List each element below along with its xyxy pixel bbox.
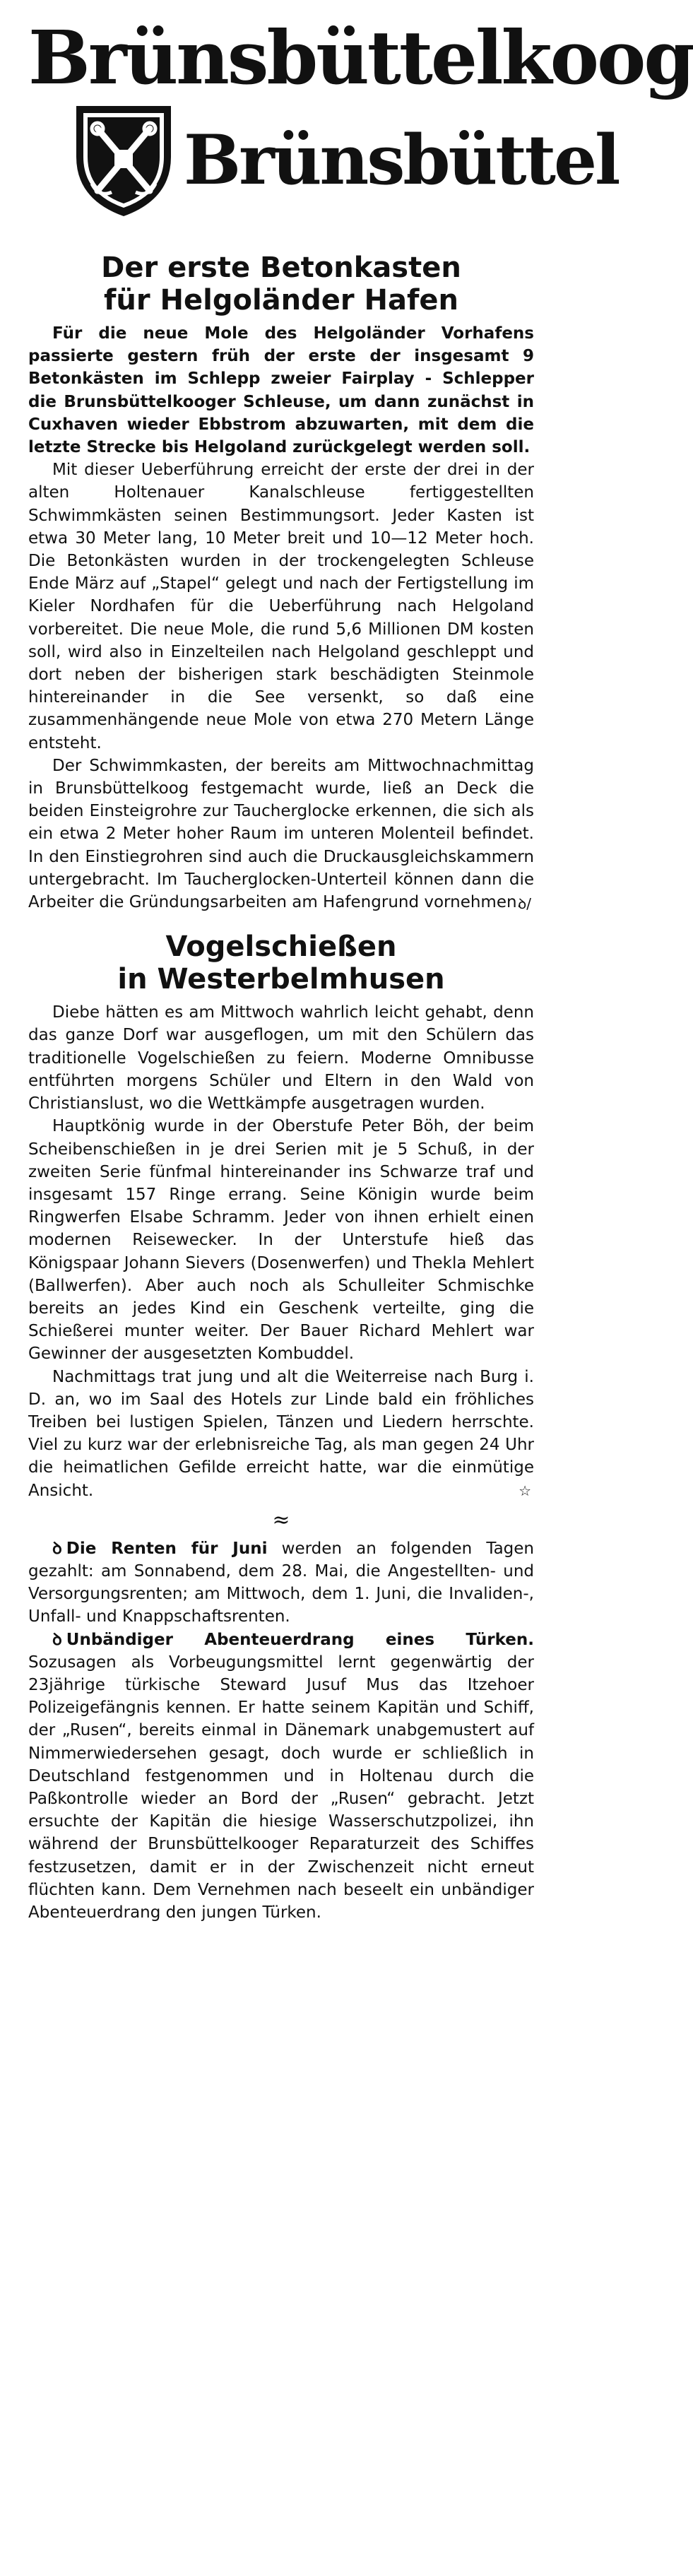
news-brief [28,1629,534,1925]
article-lead: Für die neue Mole des Helgoländer Vorhafens passierte gestern früh der erste der insgesamt 9 Betonkästen im Schlepp zweier Fairplay - Schlepper die Brunsbüttelkooger Schleuse, um dann zunächst in Cuxhaven wieder Ebbstrom abzuwarten, mit dem die letzte Strecke bis Helgoland zurückgelegt werden soll. [28,324,534,457]
masthead-title-top: Brünsbüttelkoog [28,14,693,101]
article-paragraph: Mit dieser Ueberführung erreicht der erste der drei in der alten Holtenauer Kanalschleuse fertiggestellten Schwimmkästen seinen Bestimmungsort. Jeder Kasten ist etwa 30 Meter lang, 10 Meter breit und 10—12 Meter hoch. Die Betonkästen wurden in der trockengelegten Schleuse Ende März auf „Stapel“ gelegt und nach der Fertigstellung im Kieler Nordhafen für die Ueberführung nach Helgoland vorbereitet. Die neue Mole, die rund 5,6 Millionen DM kosten soll, wird also in Einzelteilen nach Helgoland geschleppt und dort neben der bisherigen stark beschädigten Steinmole hintereinander in die See versenkt, so daß eine zusammenhängende neue Mole von etwa 270 Metern Länge entsteht. [28,461,534,752]
article-paragraph: Der Schwimmkasten, der bereits am Mittwochnachmittag in Brunsbüttelkoog festgemacht wurde, ließ an Deck die beiden Einsteigrohre zur Taucherglocke erkennen, die sich als ein etwa 2 Meter hoher Raum im unteren Molenteil befindet. In den Einstiegrohren sind auch die Druckausgleichskammern untergebracht. Im Taucherglocken-Unterteil können dann die Arbeiter die Gründungsarbeiten am Hafengrund vornehmen. [28,756,534,912]
article-headline [28,252,534,317]
article-vogelschiessen [28,930,534,1503]
article-paragraph: Hauptkönig wurde in der Oberstufe Peter Böh, der beim Scheibenschießen in je drei Serien mit je 5 Schuß, in der zweiten Serie fünfmal hintereinander ins Schwarze traf und insgesamt 157 Ringe errang. Seine Königin wurde beim Ringwerfen Elsabe Schramm. Jeder von ihnen erhielt einen modernen Reisewecker. In der Unterstufe hieß das Königspaar Johann Sievers (Dosenwerfen) und Thekla Mehlert (Ballwerfen). Aber auch noch als Schulleiter Schmischke bereits an jedes Kind ein Geschenk verteilte, ging die Schießerei munter weiter. Der Bauer Richard Mehlert war Gewinner der ausgesetzten Kombuddel. [28,1117,534,1364]
wave-divider: ≈ [272,1507,290,1532]
article-paragraph: Diebe hätten es am Mittwoch wahrlich leicht gehabt, denn das ganze Dorf war ausgeflogen, um mit den Schülern das traditionelle Vogelschießen zu feiern. Moderne Omnibusse entführten morgens Schüler und Eltern in den Wald von Christianslust, wo die Wettkämpfe ausgetragen wurden. [28,1003,534,1113]
brief-bullet-icon: ꝺ [52,1630,62,1649]
brief-bullet-icon: ꝺ [52,1539,62,1558]
coat-of-arms-icon [71,100,177,220]
headline-line-1: Vogelschießen [165,930,397,964]
author-signature: ☆ [519,1482,531,1499]
article-paragraph: Nachmittags trat jung und alt die Weiterreise nach Burg i. D. an, wo im Saal des Hotels zur Linde bald ein fröhliches Treiben bei lustigen Spielen, Tänzen und Liedern herrschte. Viel zu kurz war der erlebnisreiche Tag, als man gegen 24 Uhr die heimatlichen Gefilde erreicht hatte, war die einmütige Ansicht. [28,1367,534,1500]
headline-line-1: Der erste Betonkasten [101,252,461,284]
article-betonkasten [28,252,534,915]
news-brief [28,1537,534,1629]
headline-line-2: in Westerbelmhusen [117,963,445,996]
brief-text: werden an folgenden Tagen gezahlt: am Sonnabend, dem 28. Mai, die Angestellten- und Versorgungsrenten; am Mittwoch, dem 1. Juni, die Invaliden-, Unfall- und Knappschaftsrenten. [28,1539,534,1626]
headline-line-2: für Helgoländer Hafen [103,284,459,317]
brief-title: Unbändiger Abenteuerdrang eines Türken. [66,1630,534,1649]
brief-title: Die Renten für Juni [66,1539,268,1558]
masthead-title-bottom: Brünsbüttel [184,120,619,200]
brief-text: Sozusagen als Vorbeugungsmittel lernt gegenwärtig der 23jährige türkische Steward Jusuf Mus das Itzehoer Polizeigefängnis kennen. Er hatte seinem Kapitän und Schiff, der „Rusen“, bereits einmal in Dänemark unabgemustert auf Nimmerwiedersehen gesagt, doch wurde er schließlich in Deutschland festgenommen und in Holtenau durch die Paßkontrolle wieder an Bord der „Rusen“ gebracht. Jetzt ersuchte der Kapitän die hiesige Wasserschutzpolizei, ihn während der Brunsbüttelkooger Reparaturzeit des Schiffes festzusetzen, damit er in der Zwischenzeit nicht erneut flüchten kann. Dem Vernehmen nach beseelt ein unbändiger Abenteuerdrang den jungen Türken. [28,1653,534,1922]
article-headline [28,930,534,995]
author-signature: ꝺ/ [518,895,531,913]
masthead-row [28,100,619,220]
masthead [28,14,693,228]
